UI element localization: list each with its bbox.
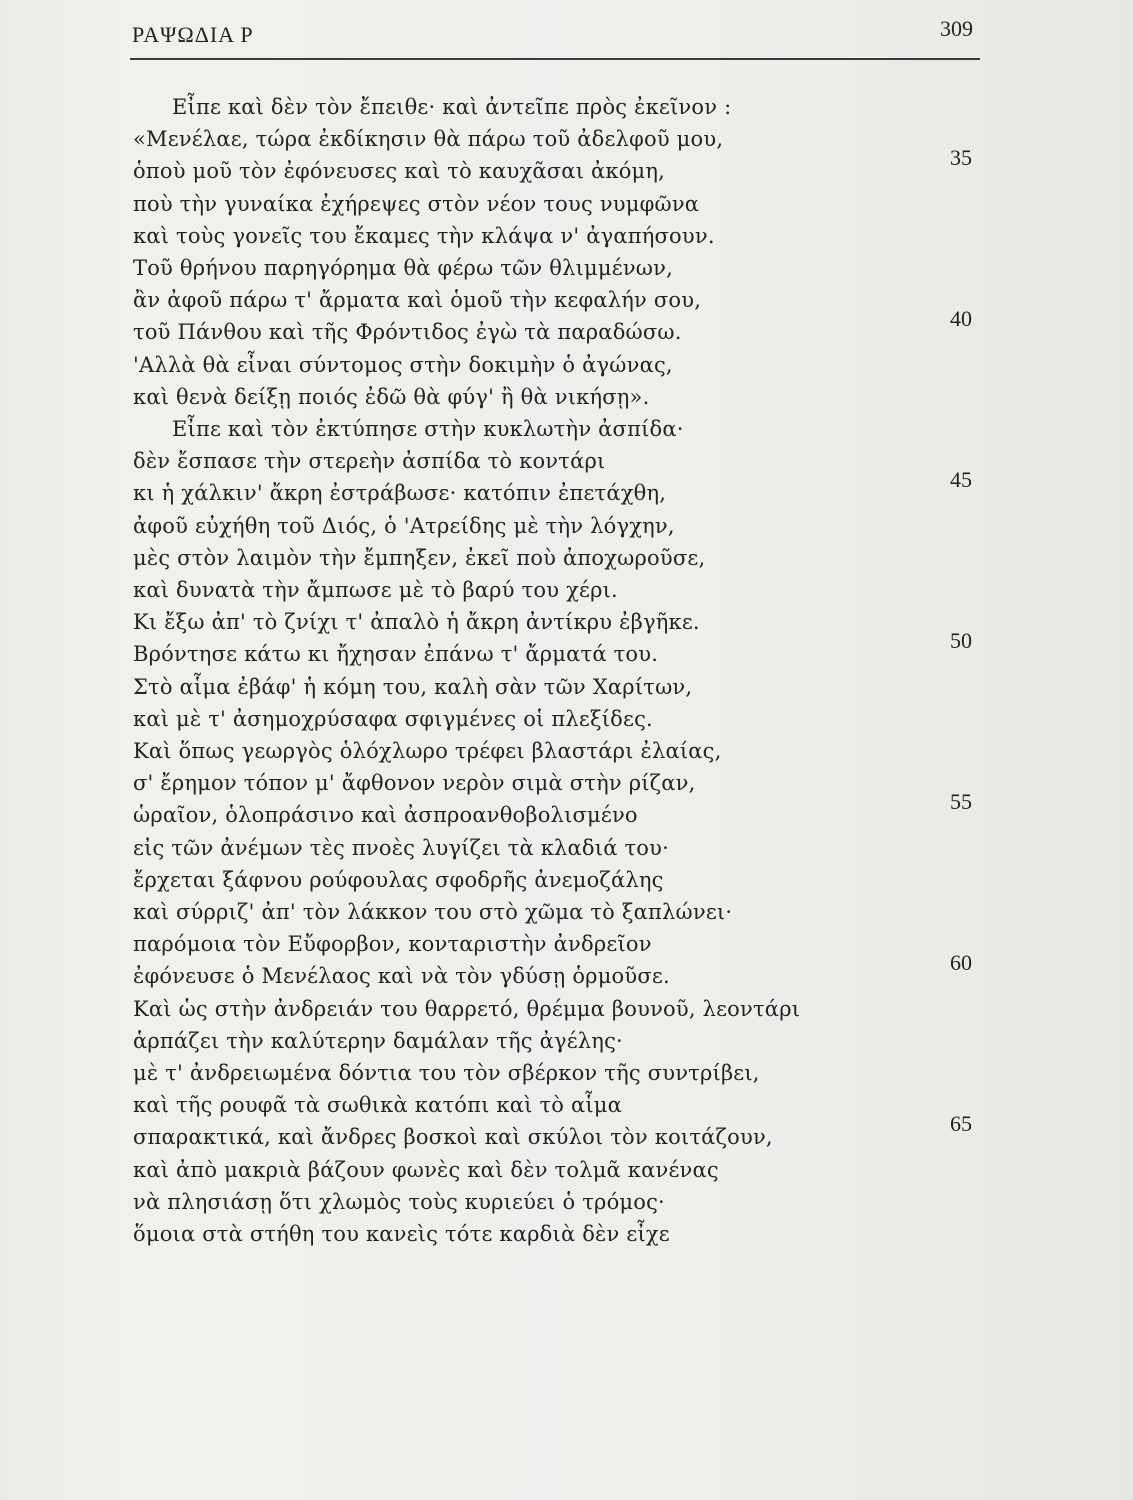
verse-line: καὶ μὲ τ' ἀσημοχρύσαφα σφιγμένες οἱ πλεξίδες. bbox=[133, 706, 653, 731]
header-rule bbox=[130, 58, 980, 60]
line-number: 65 bbox=[950, 1111, 972, 1137]
verse-line: μὲ τ' ἀνδρειωμένα δόντια του τὸν σβέρκον τῆς συντρίβει, bbox=[133, 1061, 760, 1085]
verse-line: Βρόντησε κάτω κι ἤχησαν ἐπάνω τ' ἄρματά του. bbox=[133, 642, 659, 667]
verse-line: σπαρακτικά, καὶ ἄνδρες βοσκοὶ καὶ σκύλοι τὸν κοιτάζουν, bbox=[133, 1125, 773, 1150]
page-number: 309 bbox=[940, 16, 973, 41]
verse-line: ὅμοια στὰ στήθη του κανεὶς τότε καρδιὰ δὲν εἶχε bbox=[133, 1222, 670, 1246]
line-number: 45 bbox=[950, 467, 972, 493]
verse-line: Στὸ αἷμα ἐβάφ' ἡ κόμη του, καλὴ σὰν τῶν Χαρίτων, bbox=[133, 674, 693, 699]
line-number: 50 bbox=[950, 628, 972, 654]
verse-line: ὁποὺ μοῦ τὸν ἐφόνευσες καὶ τὸ καυχᾶσαι ἀκόμη, bbox=[133, 159, 666, 184]
verse-line: σ' ἔρημον τόπον μ' ἄφθονον νερὸν σιμὰ στὴν ρίζαν, bbox=[133, 771, 696, 796]
verse-line: Καὶ ὅπως γεωργὸς ὁλόχλωρο τρέφει βλαστάρι ἐλαίας, bbox=[133, 739, 722, 763]
verse-line: Τοῦ θρήνου παρηγόρημα θὰ φέρω τῶν θλιμμένων, bbox=[133, 256, 673, 280]
verse-line: καὶ τῆς ρουφᾶ τὰ σωθικὰ κατόπι καὶ τὸ αἷμα bbox=[133, 1093, 623, 1118]
line-number: 60 bbox=[950, 950, 972, 976]
line-number: 55 bbox=[950, 789, 972, 815]
verse-line: εἰς τῶν ἀνέμων τὲς πνοὲς λυγίζει τὰ κλαδιά του· bbox=[133, 835, 669, 860]
verse-line: νὰ πλησιάσῃ ὅτι χλωμὸς τοὺς κυριεύει ὁ τρόμος· bbox=[133, 1189, 665, 1214]
verse-line: δὲν ἔσπασε τὴν στερεὴν ἀσπίδα τὸ κοντάρι bbox=[133, 449, 606, 474]
verse-line: καὶ δυνατὰ τὴν ἄμπωσε μὲ τὸ βαρύ του χέρι. bbox=[133, 578, 618, 602]
verse-line: 'Αλλὰ θὰ εἶναι σύντομος στὴν δοκιμὴν ὁ ἀγώνας, bbox=[133, 352, 673, 377]
verse-line: ποὺ τὴν γυναίκα ἐχήρεψες στὸν νέον τους νυμφῶνα bbox=[133, 191, 700, 216]
verse-line: ἐφόνευσε ὁ Μενέλαος καὶ νὰ τὸν γδύσῃ ὁρμοῦσε. bbox=[133, 964, 670, 989]
verse-line: καὶ τοὺς γονεῖς του ἔκαμες τὴν κλάψα ν' ἀγαπήσουν. bbox=[133, 223, 715, 248]
verse-line: Εἶπε καὶ δὲν τὸν ἔπειθε· καὶ ἀντεῖπε πρὸς ἐκεῖνον : bbox=[172, 95, 732, 119]
verse-line: παρόμοια τὸν Εὔφορβον, κονταριστὴν ἀνδρεῖον bbox=[133, 932, 652, 957]
verse-line: ἀφοῦ εὐχήθη τοῦ Διός, ὁ 'Ατρείδης μὲ τὴν λόγχην, bbox=[133, 513, 675, 538]
verse-line: Κι ἔξω ἀπ' τὸ ζνίχι τ' ἀπαλὸ ἡ ἄκρη ἀντίκρυ ἐβγῆκε. bbox=[133, 610, 700, 635]
verse-line: μὲς στὸν λαιμὸν τὴν ἔμπηξεν, ἐκεῖ ποὺ ἀποχωροῦσε, bbox=[133, 545, 706, 570]
verse-line: ὡραῖον, ὁλοπράσινο καὶ ἀσπροανθοβολισμένο bbox=[133, 803, 638, 828]
running-title: ΡΑΨΩΔΙΑ Ρ bbox=[132, 22, 254, 47]
verse-line: Εἶπε καὶ τὸν ἐκτύπησε στὴν κυκλωτὴν ἀσπίδα· bbox=[172, 417, 684, 441]
verse-line: ἔρχεται ξάφνου ρούφουλας σφοδρῆς ἀνεμοζάλης bbox=[133, 867, 664, 892]
verse-line: Καὶ ὡς στὴν ἀνδρειάν του θαρρετό, θρέμμα βουνοῦ, λεοντάρι bbox=[133, 996, 801, 1021]
verse-line: ἂν ἀφοῦ πάρω τ' ἄρματα καὶ ὁμοῦ τὴν κεφαλήν σου, bbox=[133, 288, 702, 313]
line-number: 40 bbox=[950, 306, 972, 332]
verse-line: καὶ θενὰ δείξῃ ποιός ἐδῶ θὰ φύγ' ἢ θὰ νικήσῃ». bbox=[133, 384, 650, 409]
verse-line: «Μενέλαε, τώρα ἐκδίκησιν θὰ πάρω τοῦ ἀδελφοῦ μου, bbox=[133, 127, 724, 152]
verse-line: τοῦ Πάνθου καὶ τῆς Φρόντιδος ἐγὼ τὰ παραδώσω. bbox=[133, 320, 682, 345]
line-number: 35 bbox=[950, 145, 972, 171]
verse-line: κι ἡ χάλκιν' ἄκρη ἐστράβωσε· κατόπιν ἐπετάχθη, bbox=[133, 481, 667, 506]
verse-line: καὶ σύρριζ' ἀπ' τὸν λάκκον του στὸ χῶμα τὸ ξαπλώνει· bbox=[133, 900, 733, 924]
verse-line: ἁρπάζει τὴν καλύτερην δαμάλαν τῆς ἀγέλης· bbox=[133, 1028, 623, 1053]
verse-line: καὶ ἀπὸ μακριὰ βάζουν φωνὲς καὶ δὲν τολμᾶ κανένας bbox=[133, 1157, 719, 1182]
